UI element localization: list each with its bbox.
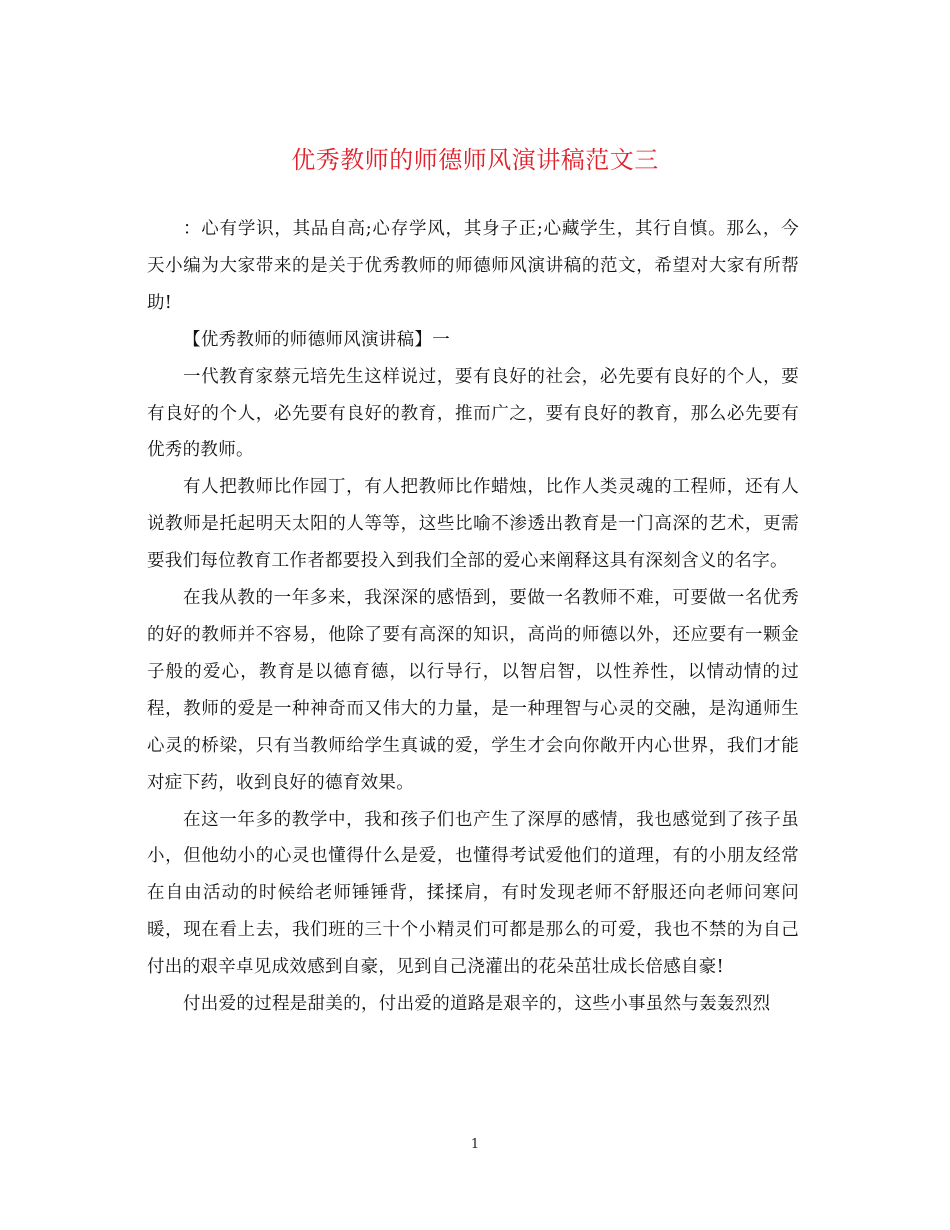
paragraph-cai-yuanpei: 一代教育家蔡元培先生这样说过，要有良好的社会，必先要有良好的个人，要有良好的个人，必先要有良好的教育，推而广之，要有良好的教育，那么必先要有优秀的教师。 [147, 366, 799, 461]
document-body [147, 211, 799, 1023]
paragraph-children-bond: 在这一年多的教学中，我和孩子们也产生了深厚的感情，我也感觉到了孩子虽小，但他幼小的心灵也懂得什么是爱，也懂得考试爱他们的道理，有的小朋友经常在自由活动的时候给老师锤锤背，揉揉肩，有时发现老师不舒服还向老师问寒问暖，现在看上去，我们班的三十个小精灵们可都是那么的可爱，我也不禁的为自己付出的艰辛卓见成效感到自豪，见到自己浇灌出的花朵茁壮成长倍感自豪! [147, 809, 799, 978]
page-number: 1 [470, 1137, 480, 1152]
paragraph-intro: ：心有学识，其品自高;心存学风，其身子正;心藏学生，其行自慎。那么，今天小编为大家带来的是关于优秀教师的师德师风演讲稿的范文，希望对大家有所帮助! [147, 219, 799, 313]
paragraph-giving-love: 付出爱的过程是甜美的，付出爱的道路是艰辛的，这些小事虽然与轰轰烈烈 [183, 994, 771, 1015]
paragraph-section-heading: 【优秀教师的师德师风演讲稿】一 [183, 329, 450, 350]
document-title: 优秀教师的师德师风演讲稿范文三 [291, 146, 659, 174]
paragraph-teaching-experience: 在我从教的一年多来，我深深的感悟到，要做一名教师不难，可要做一名优秀的好的教师并不容易，他除了要有高深的知识，高尚的师德以外，还应要有一颗金子般的爱心，教育是以德育德，以行导行，以智启智，以性养性，以情动情的过程，教师的爱是一种神奇而又伟大的力量，是一种理智与心灵的交融，是沟通师生心灵的桥梁，只有当教师给学生真诚的爱，学生才会向你敞开内心世界，我们才能对症下药，收到良好的德育效果。 [147, 588, 799, 793]
paragraph-teacher-metaphors: 有人把教师比作园丁，有人把教师比作蜡烛，比作人类灵魂的工程师，还有人说教师是托起明天太阳的人等等，这些比喻不渗透出教育是一门高深的艺术，更需要我们每位教育工作者都要投入到我们全部的爱心来阐释这具有深刻含义的名字。 [147, 477, 799, 572]
